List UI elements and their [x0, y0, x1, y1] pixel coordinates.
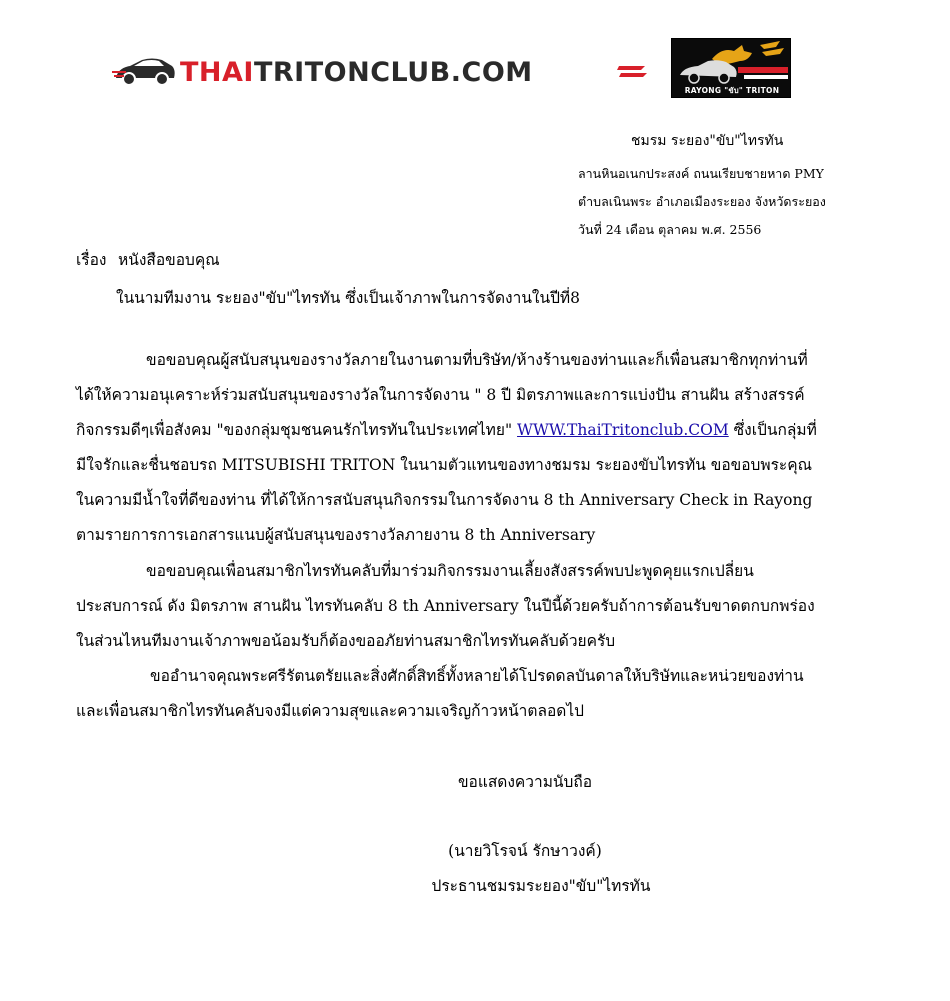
club-name: ชมรม ระยอง"ขับ"ไทรทัน — [631, 133, 784, 149]
subject-label: เรื่อง — [76, 251, 107, 269]
logo-thai-text: THAI — [180, 57, 254, 88]
address-line-1: ลานหินอเนกประสงค์ ถนนเรียบชายหาด PMY — [578, 166, 824, 181]
thaitritonclub-logo — [112, 50, 647, 95]
body-p1-line-3-text-a: กิจกรรมดีๆเพื่อสังคม "ของกลุ่มชุมชนคนรักไทรทันในประเทศไทย" — [76, 421, 513, 439]
body-p2-line-2: ประสบการณ์ ดัง มิตรภาพ สานฝัน ไทรทันคลับ 8 th Anniversary ในปีนี้ด้วยครับถ้าการต้อนรับขาดตกบกพร่อง — [76, 597, 815, 615]
closing-regards: ขอแสดงความนับถือ — [457, 773, 593, 791]
body-p1-line-3 — [76, 419, 817, 441]
address-line-2: ตำบลเนินพระ อำเภอเมืองระยอง จังหวัดระยอง — [578, 194, 826, 209]
signer-title: ประธานชมรมระยอง"ขับ"ไทรทัน — [431, 877, 651, 895]
body-p1-line-4: มีใจรักและชื่นชอบรถ MITSUBISHI TRITON ในนามตัวแทนของทางชมรม ระยองขับไทรทัน ขอขอบพระคุณ — [76, 456, 813, 474]
body-p1-line-5: ในความมีน้ำใจที่ดีของท่าน ที่ได้ให้การสนับสนุนกิจกรรมในการจัดงาน 8 th Anniversary Check in Rayong — [76, 491, 813, 509]
subject-value: หนังสือขอบคุณ — [118, 251, 220, 269]
body-p3-line-1: ขออำนาจคุณพระศรีรัตนตรัยและสิ่งศักดิ์สิทธิ์ทั้งหลายได้โปรดดลบันดาลให้บริษัทและหน่วยของท่าน — [150, 667, 804, 685]
body-p3-line-2: และเพื่อนสมาชิกไทรทันคลับจงมีแต่ความสุขและความเจริญก้าวหน้าตลอดไป — [76, 702, 584, 720]
signer-name: (นายวิโรจน์ รักษาวงค์) — [448, 842, 602, 860]
body-p1-line-2: ได้ให้ความอนุเคราะห์ร่วมสนับสนุนของรางวัลในการจัดงาน " 8 ปี มิตรภาพและการแบ่งปัน สานฝัน สร้างสรรค์ — [76, 386, 805, 404]
body-p2-line-3: ในส่วนไหนทีมงานเจ้าภาพขอน้อมรับก็ต้องขออภัยท่านสมาชิกไทรทันคลับด้วยครับ — [76, 632, 616, 650]
body-p2-line-1: ขอขอบคุณเพื่อนสมาชิกไทรทันคลับที่มาร่วมกิจกรรมงานเลี้ยงสังสรรค์พบปะพูดคุยแรกเปลี่ยน — [146, 562, 754, 580]
pickup-truck-icon — [112, 52, 178, 90]
body-p1-line-6: ตามรายการการเอกสารแนบผู้สนับสนุนของรางวัลภายงาน 8 th Anniversary — [76, 526, 596, 544]
club-caption: RAYONG "ขับ" TRITON — [684, 86, 780, 95]
triton-club-thailand-logo — [671, 38, 791, 98]
body-p1-line-1: ขอขอบคุณผู้สนับสนุนของรางวัลภายในงานตามที่บริษัท/ห้างร้านของท่านและก็เพื่อนสมาชิกทุกท่านที่ — [146, 351, 808, 369]
speed-lines-icon — [617, 62, 649, 82]
thaitritonclub-website-link[interactable]: WWW.ThaiTritonclub.COM — [517, 421, 729, 439]
body-p1-line-3-text-b: ซึ่งเป็นกลุ่มที่ — [733, 421, 817, 439]
letter-date: วันที่ 24 เดือน ตุลาคม พ.ศ. 2556 — [578, 222, 762, 237]
logo-rest-text: TRITONCLUB.COM — [253, 57, 533, 88]
subject-subline: ในนามทีมงาน ระยอง"ขับ"ไทรทัน ซึ่งเป็นเจ้าภาพในการจัดงานในปีที่8 — [116, 289, 581, 307]
logo-wordmark — [180, 54, 533, 92]
